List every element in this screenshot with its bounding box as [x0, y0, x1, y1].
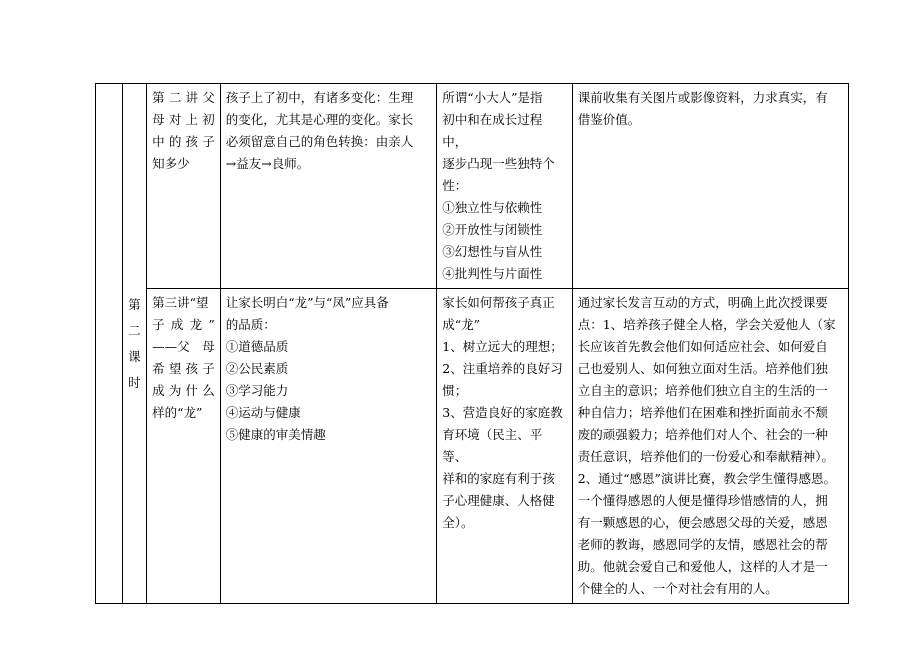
- method-cell: [572, 289, 848, 604]
- topic-line: 样的“龙”: [152, 405, 203, 420]
- points-line: 3、营造良好的家庭教: [442, 405, 563, 420]
- method-line: 通过家长发言互动的方式，明确上此次授课要: [577, 295, 828, 310]
- content-cell: [220, 289, 437, 604]
- method-cell: [572, 84, 848, 289]
- table-row: [96, 84, 849, 289]
- points-line: 逐步凸现一些独特个: [442, 156, 555, 171]
- lesson-plan-table: [95, 83, 849, 604]
- points-line: 2、注重培养的良好习: [442, 361, 563, 376]
- content-line: ⑤健康的审美情趣: [225, 427, 326, 442]
- content-cell: [220, 84, 437, 289]
- content-line: ③学习能力: [225, 383, 289, 398]
- session-label-char: 课: [128, 348, 141, 364]
- method-line: 一个懂得感恩的人便是懂得珍惜感情的人，拥: [577, 493, 828, 508]
- method-line: 责任意识，培养他们的一份爱心和奉献精神）。: [577, 449, 834, 464]
- method-line: 2、通过“感恩”演讲比赛，教会学生懂得感恩。: [577, 471, 836, 486]
- content-line: 孩子上了初中，有诸多变化：生理: [225, 90, 414, 105]
- method-line: 助。他就会爱自己和爱他人，这样的人才是一: [577, 559, 828, 574]
- session-label-char: 第: [128, 296, 141, 312]
- points-line: 成“龙”: [442, 317, 481, 332]
- topic-cell: [147, 289, 221, 604]
- points-line: 全）。: [442, 515, 474, 530]
- topic-line: 知多少: [152, 156, 190, 171]
- points-line: 性：: [442, 178, 468, 193]
- table-row: [96, 289, 849, 604]
- empty-cell: [96, 84, 123, 604]
- content-line: ②公民素质: [225, 361, 289, 376]
- points-cell: [437, 289, 572, 604]
- content-line: 的变化，尤其是心理的变化。家长: [225, 112, 414, 127]
- content-line: ④运动与健康: [225, 405, 301, 420]
- topic-line: 第 二 讲 父: [152, 90, 215, 105]
- topic-line: 第三讲“望: [152, 295, 209, 310]
- topic-cell: [147, 84, 221, 289]
- method-line: 长应该首先教会他们如何适应社会、如何爱自: [577, 339, 828, 354]
- points-line: 家长如何帮孩子真正: [442, 295, 555, 310]
- points-line: ④批判性与片面性: [442, 266, 543, 281]
- method-line: 种自信力；培养他们在困难和挫折面前永不颓: [577, 405, 828, 420]
- method-line: 老师的教诲，感恩同学的友情，感恩社会的帮: [577, 537, 828, 552]
- points-line: ③幻想性与盲从性: [442, 244, 543, 259]
- method-line: 借鉴价值。: [577, 112, 641, 127]
- topic-line: 子 成 龙 ”: [152, 317, 215, 332]
- method-line: 立自主的意识；培养他们独立自主的生活的一: [577, 383, 828, 398]
- points-line: ①独立性与依赖性: [442, 200, 543, 215]
- content-line: 的品质：: [225, 317, 276, 332]
- session-label-char: 二: [128, 322, 141, 338]
- points-line: 子心理健康、人格健: [442, 493, 555, 508]
- points-line: 1、树立远大的理想；: [442, 339, 563, 354]
- topic-line: 母 对 上 初: [152, 112, 215, 127]
- method-line: 己也爱别人、如何独立面对生活。培养他们独: [577, 361, 828, 376]
- method-line: 课前收集有关图片或影像资料，力求真实，有: [577, 90, 828, 105]
- content-line: ①道德品质: [225, 339, 289, 354]
- topic-line: 中 的 孩 子: [152, 134, 215, 149]
- method-line: 个健全的人、一个对社会有用的人。: [577, 581, 778, 596]
- content-line: 必须留意自己的角色转换：由亲人: [225, 134, 414, 149]
- content-line: →益友→良师。: [225, 156, 310, 171]
- points-line: ②开放性与闭锁性: [442, 222, 543, 237]
- topic-line: ——父 母: [152, 339, 215, 354]
- points-line: 初中和在成长过程中，: [442, 112, 543, 149]
- content-line: 让家长明白“龙”与“凤”应具备: [225, 295, 389, 310]
- points-cell: [437, 84, 572, 289]
- points-line: 所谓“小大人”是指: [442, 90, 543, 105]
- method-line: 点：1、培养孩子健全人格，学会关爱他人（家: [577, 317, 836, 332]
- session-label-char: 时: [128, 374, 141, 390]
- points-line: 惯；: [442, 383, 468, 398]
- session-label-cell: [122, 84, 147, 604]
- method-line: 废的顽强毅力；培养他们对人个、社会的一种: [577, 427, 828, 442]
- topic-line: 成 为 什 么: [152, 383, 215, 398]
- points-line: 祥和的家庭有利于孩: [442, 471, 555, 486]
- topic-line: 希 望 孩 子: [152, 361, 215, 376]
- method-line: 有一颗感恩的心，便会感恩父母的关爱，感恩: [577, 515, 828, 530]
- points-line: 育环境（民主、平等、: [442, 427, 543, 464]
